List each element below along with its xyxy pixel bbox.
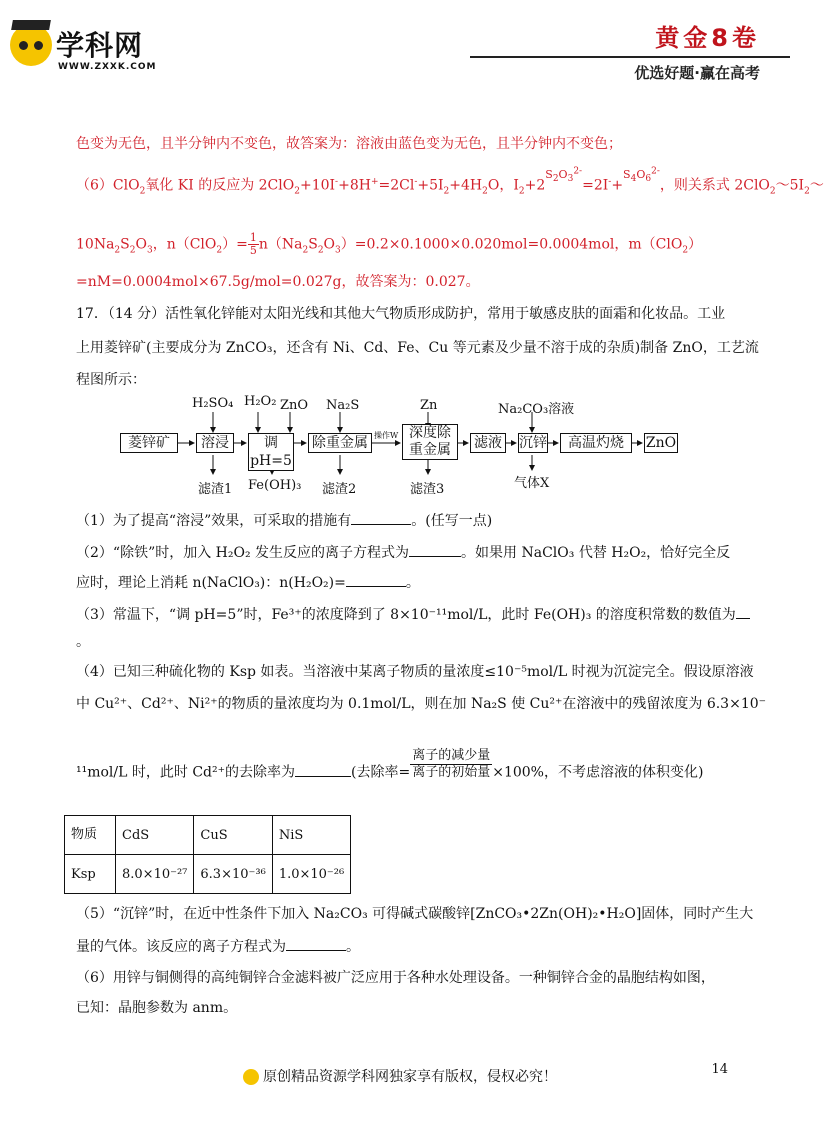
brand-title: 黄金8卷 xyxy=(655,24,760,52)
input-na2co3: Na₂CO₃溶液 xyxy=(498,402,575,417)
answer-blank-4 xyxy=(736,604,750,619)
removal-rate-fraction: $\frac{\text{离子的减少量}}{\text{离子的初始量}}$ xyxy=(412,748,491,780)
question-4b: 中 Cu²⁺、Cd²⁺、Ni²⁺的物质的量浓度均为 0.1mol/L，则在加 Na₂S 使 Cu²⁺在溶液中的残留浓度为 6.3×10⁻ xyxy=(76,696,767,712)
ksp-table-cell-cds: 8.0×10⁻²⁷ xyxy=(116,855,194,894)
ksp-table-header-nis: NiS xyxy=(272,816,350,855)
fraction-one-fifth: $\frac{1}{5}$ xyxy=(249,231,257,257)
answer-line-4: =nM=0.0004mol×67.5g/mol=0.027g，故答案为：0.027。 xyxy=(76,274,480,290)
question-3b: 。 xyxy=(76,634,90,650)
question-3a: （3）常温下，“调 pH=5”时，Fe³⁺的浓度降到了 8×10⁻¹¹mol/L，此时 Fe(OH)₃ 的溶度积常数的数值为 xyxy=(76,604,750,625)
output-residue-2: 滤渣2 xyxy=(322,482,357,497)
answer-blank-3 xyxy=(346,572,406,587)
question-2a: （2）“除铁”时，加入 H₂O₂ 发生反应的离子方程式为 。如果用 NaClO₃ 代替 H₂O₂，恰好完全反 xyxy=(76,542,730,563)
flow-box-filtrate: 滤液 xyxy=(470,433,506,453)
ksp-table-cell-nis: 1.0×10⁻²⁶ xyxy=(272,855,350,894)
operation-w: 操作W xyxy=(374,431,399,440)
answer-blank-5 xyxy=(295,762,351,777)
logo-title: 学科网 xyxy=(56,29,144,62)
answer-blank-2 xyxy=(409,542,461,557)
input-h2so4: H₂SO₄ xyxy=(192,396,234,411)
input-h2o2: H₂O₂ xyxy=(244,394,277,409)
question-6a: （6）用锌与铜侧得的高纯铜锌合金滤料被广泛应用于各种水处理设备。一种铜锌合金的晶胞结构如图， xyxy=(76,970,715,986)
question-2b: 应时，理论上消耗 n(NaClO₃)：n(H₂O₂)= 。 xyxy=(76,572,420,593)
output-fe-oh-3: Fe(OH)₃ xyxy=(248,478,302,493)
flow-box-remove-metal: 除重金属 xyxy=(308,433,372,453)
output-residue-1: 滤渣1 xyxy=(198,482,233,497)
logo-url: WWW.ZXXK.COM xyxy=(58,62,157,72)
answer-line-1: 色变为无色，且半分钟内不变色，故答案为：溶液由蓝色变为无色，且半分钟内不变色； xyxy=(76,136,622,152)
input-na2s: Na₂S xyxy=(326,398,360,413)
output-residue-3: 滤渣3 xyxy=(410,482,445,497)
answer-blank-6 xyxy=(286,936,346,951)
q17-text-3: 程图所示： xyxy=(76,372,146,388)
question-5a: （5）“沉锌”时，在近中性条件下加入 Na₂CO₃ 可得碱式碳酸锌[ZnCO₃•2Zn(OH)₂•H₂O]固体，同时产生大 xyxy=(76,906,754,922)
answer-blank-1 xyxy=(351,510,411,525)
question-5b: 量的气体。该反应的离子方程式为 。 xyxy=(76,936,360,957)
flow-box-zno: ZnO xyxy=(645,435,677,451)
q17-text-1: 17．（14 分）活性氧化锌能对太阳光线和其他大气物质形成防护，常用于敏感皮肤的面霜和化妆品。工业 xyxy=(76,306,726,322)
question-1: （1）为了提高“溶浸”效果，可采取的措施有 。(任写一点) xyxy=(76,510,492,531)
ksp-table-header-cds: CdS xyxy=(116,816,194,855)
input-zn: Zn xyxy=(420,398,438,413)
ksp-table-row-label: Ksp xyxy=(65,855,116,894)
flow-box-ore: 菱锌矿 xyxy=(120,433,178,453)
input-zno: ZnO xyxy=(280,398,309,413)
ksp-table xyxy=(64,815,351,894)
flow-box-leach: 溶浸 xyxy=(196,433,234,453)
ksp-table-header-substance: 物质 xyxy=(65,816,116,855)
flow-box-zinc-precip: 沉锌 xyxy=(519,435,547,451)
page-number: 14 xyxy=(711,1062,728,1077)
question-4a: （4）已知三种硫化物的 Ksp 如表。当溶液中某离子物质的量浓度≤10⁻⁵mol/L 时视为沉淀完全。假设原溶液 xyxy=(76,664,754,680)
flow-box-deep-remove: 深度除 重金属 xyxy=(402,424,458,460)
flow-box-calcine: 高温灼烧 xyxy=(560,433,632,453)
ksp-table-cell-cus: 6.3×10⁻³⁶ xyxy=(194,855,272,894)
answer-line-3: $10Na_2S_2O_3$，n（ClO$_2$）= $\frac{1}{5}$ $n(Na_2S_2O_3)=0.2\times 0.1000\times 0.020mol=0.0004mol$，m（ClO$_2$） xyxy=(76,231,703,257)
q17-text-2: 上用菱锌矿(主要成分为 ZnCO₃，还含有 Ni、Cd、Fe、Cu 等元素及少量不溶于成的杂质)制备 ZnO，工艺流 xyxy=(76,340,759,356)
question-6b: 已知：晶胞参数为 anm。 xyxy=(76,1000,238,1016)
output-gas-x: 气体X xyxy=(514,476,550,491)
question-4c: ¹¹mol/L 时，此时 Cd²⁺的去除率为 (去除率= $\frac{\text{离子的减少量}}{\text{离子的初始量}}$ ×100%，不考虑溶液的体积变化) xyxy=(76,748,704,781)
footer-text: 原创精品资源学科网独家享有版权，侵权必究！ xyxy=(263,1069,557,1085)
answer-line-2: （6）ClO$_2$氧化 KI 的反应为 $2ClO_2+10I^-+8H^+=2Cl^-+5I_2+4H_2O$，$I_2+2^{S_2O_3^{2-}}=2I^-+^{S_4O_6^{2-}}$，则关系式 $2ClO_2\sim 5I_2\sim$ xyxy=(76,166,824,197)
flow-box-ph: 调pH=5 xyxy=(248,433,294,471)
footer-mascot-icon xyxy=(243,1069,259,1085)
footer xyxy=(0,1066,800,1086)
ksp-table-header-cus: CuS xyxy=(194,816,272,855)
slogan: 优选好题·赢在高考 xyxy=(634,64,760,82)
